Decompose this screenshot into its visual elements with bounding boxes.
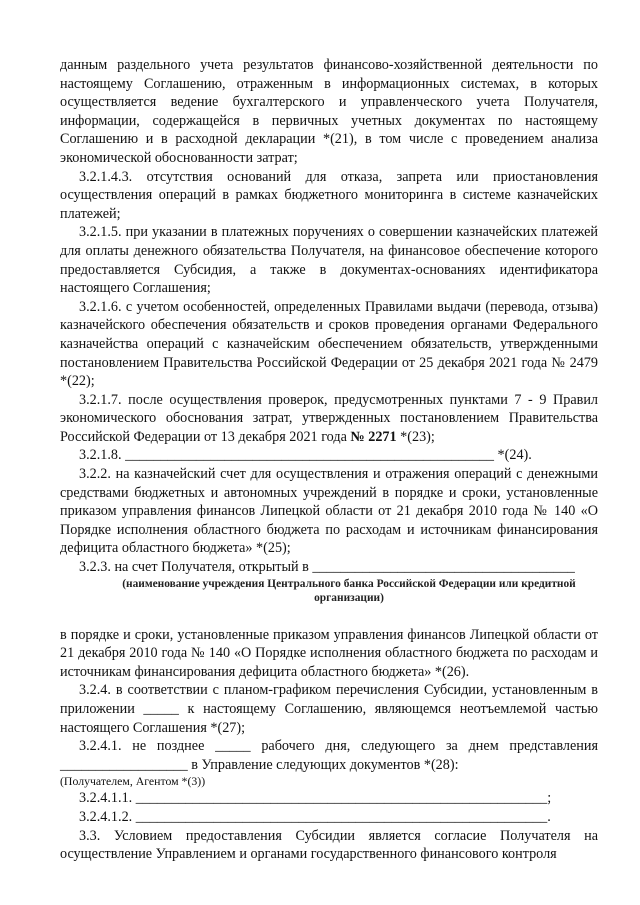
spacer [60,605,598,626]
decree-number: № 2271 [350,428,397,445]
paragraph-3-2-1-4-3: 3.2.1.4.3. отсутствия оснований для отказа, запрета или приостановления осуществления операций в рамках бюджетного мониторинга в системе казначейских платежей; [60,168,598,222]
paragraph-3-2-1-5: 3.2.1.5. при указании в платежных поручениях о совершении казначейских платежей для оплаты денежного обязательства Получателя, на финансовое обеспечение которого предоставляется Субсидия, а также в документах-основаниях идентификатора настоящего Соглашения; [60,224,598,297]
document-page [60,56,598,864]
paragraph-3-2-3: 3.2.3. на счет Получателя, открытый в _____________________________________ [79,559,575,576]
paragraph-3-2-4-1-2: 3.2.4.1.2. __________________________________________________________. [79,808,551,825]
bank-name-caption: (наименование учреждения Центрального банка Российской Федерации или кредитной организации) [122,577,576,604]
footnote-ref-23: *(23); [396,428,435,445]
paragraph-3-2-4: 3.2.4. в соответствии с планом-графиком перечисления Субсидии, установленным в приложении _____ к настоящему Соглашению, являющемся неотъемлемой частью настоящего Соглашения *(27); [60,682,598,736]
paragraph-accounting-data: данным раздельного учета результатов финансово-хозяйственной деятельности по настоящему Соглашению, отраженным в информационных системах, в которых осуществляется ведение бухгалтерского и управленческого учета Получателя, информации, содержащейся в первичных учетных документах по настоящему Соглашению и в расходной декларации *(21), в том числе с проведением анализа экономической обоснованности затрат; [60,57,598,166]
paragraph-3-2-2: 3.2.2. на казначейский счет для осуществления и отражения операций с денежными средствами бюджетных и автономных учреждений в порядке и сроки, установленные приказом управления финансов Липецкой области от 21 декабря 2010 года № 140 «О Порядке исполнения областного бюджета по расходам и источникам финансирования дефицита областного бюджета» *(25); [60,466,598,557]
paragraph-3-2-1-8: 3.2.1.8. ____________________________________________________ *(24). [79,447,532,464]
paragraph-3-2-4-1: 3.2.4.1. не позднее _____ рабочего дня, следующего за днем представления __________________ в Управление следующих документов *(28): [60,738,598,773]
recipient-agent-note: (Получателем, Агентом *(3)) [60,774,206,789]
paragraph-order-terms: в порядке и сроки, установленные приказом управления финансов Липецкой области от 21 декабря 2010 года № 140 «О Порядке исполнения областного бюджета по расходам и источникам финансирования дефицита областного бюджета» *(26). [60,626,598,680]
paragraph-3-2-1-7-text: 3.2.1.7. после осуществления проверок, предусмотренных пунктами 7 - 9 Правил экономического обоснования затрат, утвержденных постановлением Правительства Российской Федерации от 13 декабря 2021 года [60,391,598,445]
paragraph-3-3: 3.3. Условием предоставления Субсидии является согласие Получателя на осуществление Управлением и органами государственного финансового контроля [60,827,598,863]
paragraph-3-2-1-7 [60,391,598,447]
paragraph-3-2-4-1-1: 3.2.4.1.1. __________________________________________________________; [79,790,552,807]
paragraph-3-2-1-6: 3.2.1.6. с учетом особенностей, определенных Правилами выдачи (перевода, отзыва) казначейского обеспечения обязательств и сроков проведения органами Федерального казначейства операций с казначейским обеспечением обязательств, утвержденными постановлением Правительства Российской Федерации от 25 декабря 2021 года № 2479 *(22); [60,298,598,390]
